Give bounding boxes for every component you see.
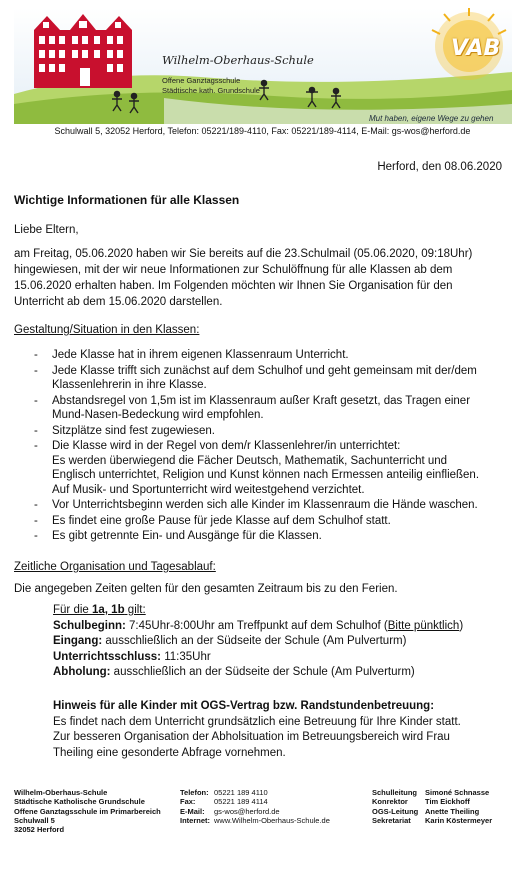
tagline: Mut haben, eigene Wege zu gehen [369,114,494,123]
ogs-line: Es findet nach dem Unterricht grundsätzlich eine Betreuung für Ihre Kinder statt. [53,715,461,728]
school-subtitle-1: Offene Ganztagsschule [162,76,241,85]
school-building-icon [34,14,132,88]
list-item: - Abstandsregel von 1,5m ist im Klassenraum außer Kraft gesetzt, das Tragen einer Mund-Nasen-Bedeckung wird empfohlen. [34,394,471,421]
schedule-entrance: Eingang: ausschließlich an der Südseite der Schule (Am Pulverturm) [53,635,407,647]
school-name: Wilhelm-Oberhaus-Schule [162,53,314,67]
school-subtitle-2: Städtische kath. Grundschule [162,86,260,95]
fax-number: 05221 189 4114 [214,797,268,807]
class-group-heading: Für die 1a, 1b gilt: [53,604,146,616]
list-item: - Die Klasse wird in der Regel von dem/r Klassenlehrer/in unterrichtet: Es werden überwiegend die Fächer Deutsch, Mathematik, Sachunterricht und Englisch unterrichtet, Religion und Kunst können nach Ermessen anteilig einfließen. Auf Musik- und Sportunterricht wird weitestgehend verzichtet. [34,440,480,496]
intro-line: Unterricht ab dem 15.06.2020 darstellen. [14,296,223,308]
schedule-pickup: Abholung: ausschließlich an der Südseite der Schule (Am Pulverturm) [53,666,415,678]
list-item: - Es gibt getrennte Ein- und Ausgänge für die Klassen. [34,530,322,542]
class-schedule [53,603,508,681]
ogs-line: Theiling eine gesonderte Abfrage vornehmen. [53,746,286,759]
schedule-end: Unterrichtsschluss: 11:35Uhr [53,650,211,663]
intro-line: hingewiesen, mit der wir neue Informationen zur Schulöffnung für alle Klassen ab dem [14,264,453,276]
footer-school-info: Wilhelm-Oberhaus-Schule Städtische Katholische Grundschule Offene Ganztagsschule im Primarbereich Schulwall 5 32052 Herford [14,788,161,835]
ogs-heading: Hinweis für alle Kinder mit OGS-Vertrag bzw. Randstundenbetreuung: [53,700,435,712]
intro-line: am Freitag, 05.06.2020 haben wir Sie bereits auf die 23.Schulmail (05.06.2020, 09:18Uhr) [14,248,473,260]
ogs-hint [53,699,513,761]
email-link[interactable]: gs-wos@herford.de [214,806,280,816]
section-heading-schedule: Zeitliche Organisation und Tagesablauf: [14,561,216,573]
date-line: Herford, den 08.06.2020 [377,161,502,173]
phone-number: 05221 189 4110 [214,788,268,797]
list-item: - Sitzplätze sind fest zugewiesen. [34,424,216,437]
footer-contact: Telefon: 05221 189 4110 Fax: 05221 189 4114 E-Mail: gs-wos@herford.de Internet: www.Wilhelm-Oberhaus-Schule.de [180,788,330,825]
website-link[interactable]: www.Wilhelm-Oberhaus-Schule.de [214,815,330,825]
intro-paragraph [14,246,509,310]
list-item: - Vor Unterrichtsbeginn werden sich alle Kinder im Klassenraum die Hände waschen. [34,499,478,511]
list-item: - Jede Klasse trifft sich zunächst auf dem Schulhof und geht gemeinsam mit der/dem Klassenlehrerin in ihre Klasse. [34,364,477,391]
intro-line: 15.06.2020 erhalten haben. Im Folgenden möchten wir Ihnen Sie Organisation für den [14,280,453,292]
list-item: - Jede Klasse hat in ihrem eigenen Klassenraum Unterricht. [34,349,349,361]
document-title: Wichtige Informationen für alle Klassen [14,193,240,207]
schedule-start: Schulbeginn: 7:45Uhr-8:00Uhr am Treffpunkt auf dem Schulhof (Bitte pünktlich) [53,619,464,632]
header-banner [14,8,512,124]
ogs-line: Zur besseren Organisation der Abholsituation im Betreuungsbereich wird Frau [53,731,450,743]
vab-logo: VAB [451,36,501,61]
address-line: Schulwall 5, 32052 Herford, Telefon: 05221/189-4110, Fax: 05221/189-4114, E-Mail: gs-wos@herford.de [54,126,471,136]
class-situation-list [14,348,509,545]
salutation: Liebe Eltern, [14,224,79,236]
list-item: - Es findet eine große Pause für jede Klasse auf dem Schulhof statt. [34,514,391,527]
schedule-intro: Die angegeben Zeiten gelten für den gesamten Zeitraum bis zu den Ferien. [14,583,398,595]
footer-staff: Schulleitung Simoné Schnasse Konrektor Tim Eickhoff OGS-Leitung Anette Theiling Sekretariat Karin Köstermeyer [372,788,493,825]
section-heading-classes: Gestaltung/Situation in den Klassen: [14,324,200,336]
